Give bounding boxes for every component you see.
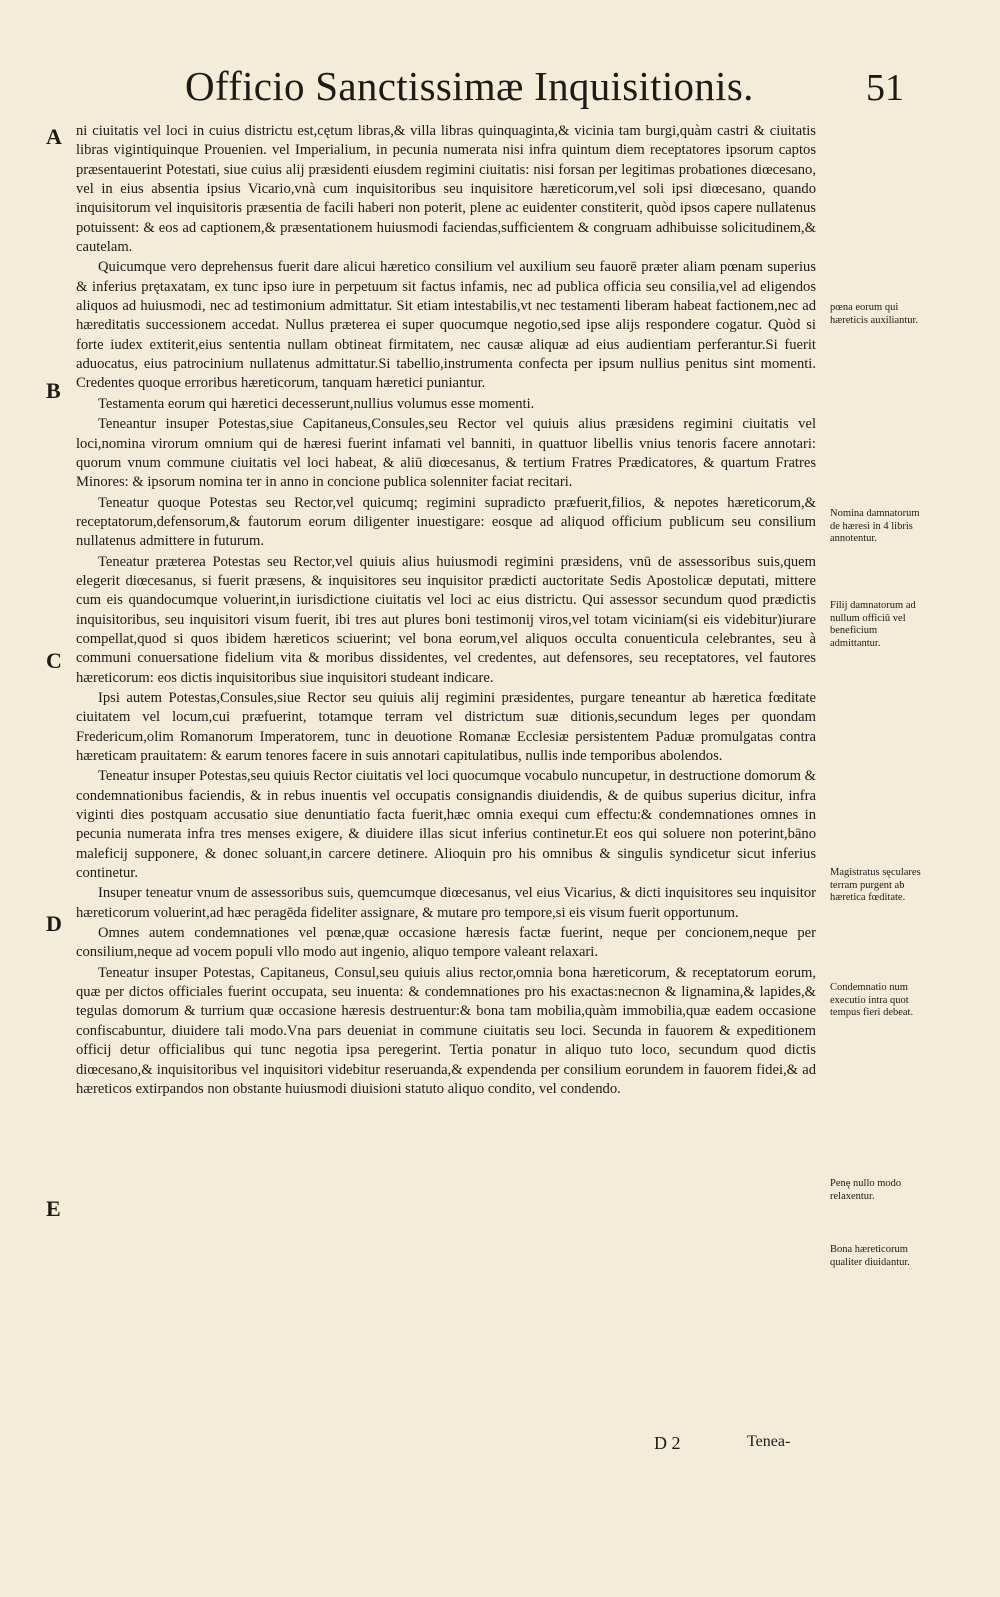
paragraph: Testamenta eorum qui hæretici decesserunt,nullius volumus esse momenti. (98, 395, 535, 412)
section-letter-e: E (46, 1196, 61, 1221)
paragraph: Ipsi autem Potestas,Consules,siue Rector seu quiuis alij regimini præsidentes, purgare teneantur ab hæretica fœditate ciuitatem vel locum,cui præfuerint, totamque terram vel districtum suæ ditionis,secundum leges per quondam Fredericum,olim Romanorum Imperatorem, tunc in deuotione Romanæ Ecclesiæ persistentem Paduæ promulgatas contra hæreticam prauitatem: & earum tenores facere in suis annotari capitulatibus, nullis inde temporibus abolendos. (76, 689, 816, 764)
marginal-note: Nomina damnatorum de hæresi in 4 libris annotentur. (830, 508, 920, 544)
marginal-note: pœna eorum qui hæreticis auxiliantur. (830, 302, 919, 326)
paragraph: Teneantur insuper Potestas,siue Capitaneus,Consules,seu Rector vel quiuis alius præsidens regimini ciuitatis vel loci,nomina virorum omnium qui de hæresi fuerint infamati vel banniti, in quattuor libellis vnius tenoris facere annotari: quorum vnum commune ciuitatis vel loci habeat, & aliū diœcesanus, & tertium Fratres Prædicatores, & quartum Fratres Minores: & ipsorum nomina ter in anno in concione publica solenniter faciat recitari. (76, 416, 816, 491)
paragraph: Quicumque vero deprehensus fuerit dare alicui hæretico consilium vel auxilium seu fauorē præter aliam pœnam superius & inferius prętaxatam, ex tunc ipso iure in perpetuum sit factus infamis, nec ad publica officia seu consilia,vel ad eligendos aliquos ad huiusmodi, nec ad testimonium admittatur. Sit etiam intestabilis,vt nec testamenti liberam habeat factionem,nec ad hæreditatis successionem accedat. Nullus præterea ei super quocumque negotio,sed ipse alijs respondere cogatur. Quòd si forte iudex extiterit,eius sententia nullam obtineat firmitatem, nec causæ aliquæ ad eius audientiam perferantur.Si fuerit aduocatus, eius patrocinium nullatenus admittatur.Si tabellio,instrumenta confecta per ipsum nullius penitus sint momenti. Credentes quoque erroribus hæreticorum, tanquam hæretici puniantur. (76, 259, 816, 392)
catchword: Tenea- (747, 1433, 791, 1450)
section-letter-d: D (46, 911, 62, 936)
marginal-note: Magistratus sęculares terram purgent ab hæretica fœditate. (830, 867, 921, 903)
paragraph: Insuper teneatur vnum de assessoribus suis, quemcumque diœcesanus, vel eius Vicarius, & dicti inquisitores seu inquisitor hæreticorum voluerint,ad hæc peragēda fideliter assignare, & mutare pro tempore,si eis visum fuerit opportunum. (76, 885, 816, 921)
section-letter-a: A (46, 124, 62, 149)
paragraph: Teneatur quoque Potestas seu Rector,vel quicumq; regimini supradicto præfuerit,filios, & nepotes hæreticorum,& receptatorum,defensorum,& fautorum eorum diligenter inuestigare: eosque ad aliquod officium publicum seu consilium nullatenus admittere in futurum. (76, 494, 816, 550)
marginal-note: Bona hæreticorum qualiter diuidantur. (830, 1244, 910, 1268)
paragraph: ni ciuitatis vel loci in cuius districtu est,cętum libras,& villa libras quinquaginta,& vicinia tam burgi,quàm castri & ciuitatis libras vigintiquinque Prouenien. vel Imperialium, in pecunia numerata nisi infra quintum diem receptatores ipsorum captos præsentauerint Potestati, siue cuius alij præsidenti eiusdem regimini ciuitatis: nisi forsan per legitimas probationes diœcesano, vel in eius absentia ipsius Vicario,vnà cum inquisitoribus seu inquisitore hæreticorum,vel soli ipsi diœcesano, quando inquisitorum vel inquisitoris præsentia de facili haberi non poterit, plene ac euidenter constiterit, quòd ipsos capere nullatenus potuissent: & eos ad captionem,& præsentationem huiusmodi faciendas,sufficientem & congruam adhibuisse solicitudinem,& cautelam. (76, 123, 816, 256)
page-header (0, 62, 1000, 122)
page-number: 51 (866, 67, 904, 109)
marginal-note: Penę nullo modo relaxentur. (830, 1178, 902, 1202)
marginal-note: Filij damnatorum ad nullum officiū vel beneficium admittantur. (830, 600, 916, 649)
section-letter-c: C (46, 648, 62, 673)
running-title: Officio Sanctissimæ Inquisitionis. (185, 63, 754, 109)
paragraph: Teneatur præterea Potestas seu Rector,vel quiuis alius huiusmodi regimini præsidens, vnū de assessoribus suis,quem elegerit diœcesanus, si fuerit præsens, & inquisitores seu inquisitor prædicti auctoritate Sedis Apostolicæ deputati, mittere cum eis quandocumque voluerint,in iurisdictione ciuitatis vel loci ac eius districtu. Qui assessor secundum quod prædictis inquisitoribus, seu inquisitori visum fuerit, ibi tres aut plures boni testimonij viros,vel totam viciniam(si eis videbitur)iurare compellat,quod si quos ibidem hæreticos sciuerint; vel bona eorum,vel aliquos occulta conuenticula celebrantes, seu à communi conuersatione fidelium vita & moribus dissidentes, vel credentes, aut defensores, seu receptatores, vel fautores hæreticorum: eos dictis inquisitoribus siue inquisitori studeant indicare. (76, 553, 816, 686)
paragraph: Omnes autem condemnationes vel pœnæ,quæ occasione hæresis factæ fuerint, neque per concionem,neque per consilium,neque ad vocem populi vllo modo aut ingenio, aliquo tempore valeant relaxari. (76, 925, 816, 961)
paragraph: Teneatur insuper Potestas, Capitaneus, Consul,seu quiuis alius rector,omnia bona hæreticorum, & receptatorum eorum, quæ per dictos officiales fuerint occupata, seu inuenta: & condemnationes pro his exactas:necnon & lignamina,& lapides,& tegulas domorum & turrium quæ occasione hæresis destruentur:& bona tam mobilia,quàm immobilia,quæ eadem occasione confiscabuntur, diuidere tali modo.Vna pars deueniat in commune ciuitatis seu loci. Secunda in fauorem & expeditionem officij detur officialibus qui tunc negotia ipsa peregerint. Tertia ponatur in aliquo tuto loco, secundum quod dictis diœcesano,& inquisitoribus vel inquisitori videbitur reseruanda,& expendenda per consilium eorundem in fauorem fidei,& ad hæreticos extirpandos non obstante huiusmodi diuisioni statuto aliquo condito, vel condendo. (76, 964, 816, 1097)
signature-mark: D 2 (654, 1433, 681, 1453)
paragraph: Teneatur insuper Potestas,seu quiuis Rector ciuitatis vel loci quocumque vocabulo nuncupetur, in destructione domorum & condemnationibus faciendis, & in rebus inuentis vel occupatis consignandis diuidendis, & de quibus superius dicitur, infra viginti dies postquam accusatio siue denuntiatio facta fuerit,hæc omnia exequi cum effectu:& condemnationes omnes in pecunia numerata infra tres menses exigere, & diuidere illas sicut inferius continetur.Et eos qui soluere non poterint,bāno maleficij supponere, & donec soluant,in carcere detinere. Alioquin pro his omnibus & singulis syndicetur sicut inferius continetur. (76, 768, 816, 882)
section-letter-b: B (46, 378, 61, 403)
marginal-note: Condemnatio num executio intra quot tempus fieri debeat. (830, 982, 914, 1018)
main-text (76, 122, 816, 1100)
